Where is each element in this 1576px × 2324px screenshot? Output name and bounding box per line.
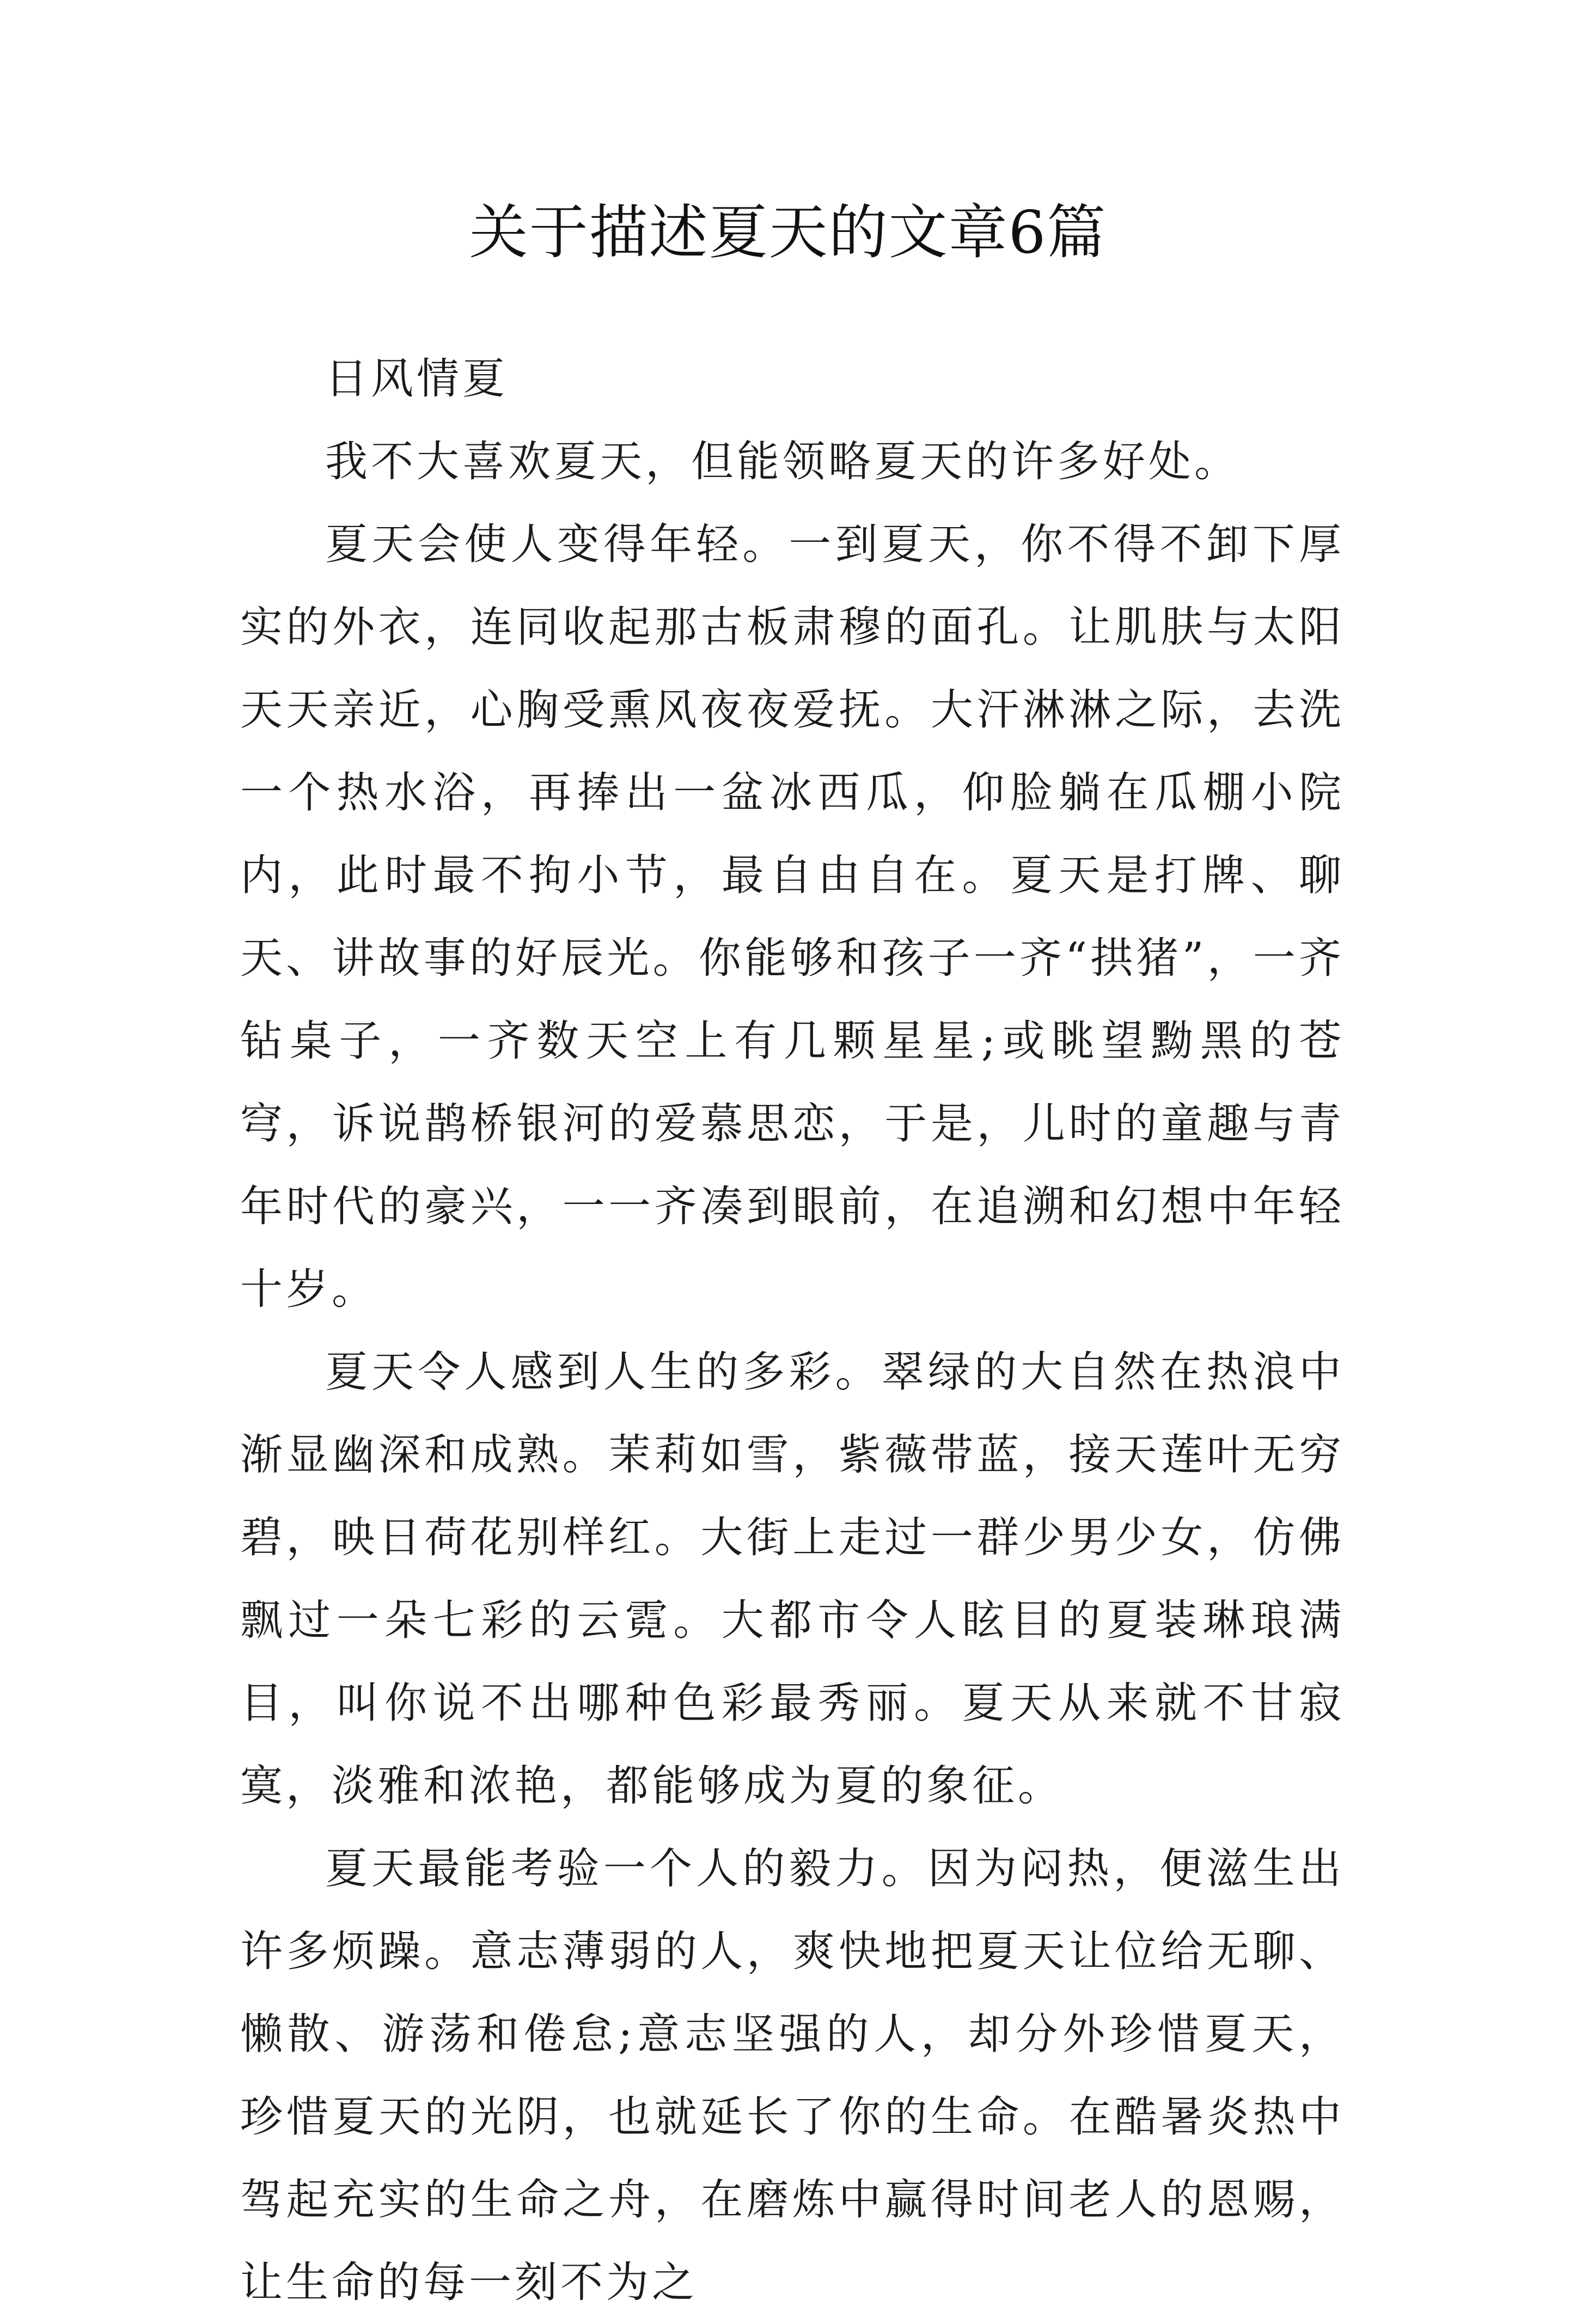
paragraph: 夏天会使人变得年轻。一到夏天，你不得不卸下厚实的外衣，连同收起那古板肃穆的面孔。让肌肤与太阳天天亲近，心胸受熏风夜夜爱抚。大汗淋淋之际，去洗一个热水浴，再捧出一盆冰西瓜，仰脸躺在瓜棚小院内，此时最不拘小节，最自由自在。夏天是打牌、聊天、讲故事的好辰光。你能够和孩子一齐“拱猪”，一齐钻桌子，一齐数天空上有几颗星星;或眺望黝黑的苍穹，诉说鹊桥银河的爱慕思恋，于是，儿时的童趣与青年时代的豪兴，一一齐凑到眼前，在追溯和幻想中年轻十岁。: [240, 520, 1345, 1314]
paragraph: 夏天令人感到人生的多彩。翠绿的大自然在热浪中渐显幽深和成熟。茉莉如雪，紫薇带蓝，接天莲叶无穷碧，映日荷花别样红。大街上走过一群少男少女，仿佛飘过一朵七彩的云霓。大都市令人眩目的夏装琳琅满目，叫你说不出哪种色彩最秀丽。夏天从来就不甘寂寞，淡雅和浓艳，都能够成为夏的象征。: [240, 1348, 1345, 1811]
paragraph: 夏天最能考验一个人的毅力。因为闷热，便滋生出许多烦躁。意志薄弱的人，爽快地把夏天让位给无聊、懒散、游荡和倦怠;意志坚强的人，却分外珍惜夏天，珍惜夏天的光阴，也就延长了你的生命。在酷暑炎热中驾起充实的生命之舟，在磨炼中赢得时间老人的恩赐，让生命的每一刻不为之: [240, 1844, 1345, 2307]
document-title: 关于描述夏天的文章6篇: [469, 199, 1107, 267]
document-body: [240, 338, 1345, 2324]
paragraph-subtitle: 日风情夏: [325, 354, 509, 403]
paragraph: 我不大喜欢夏天，但能领略夏天的许多好处。: [325, 437, 1241, 486]
